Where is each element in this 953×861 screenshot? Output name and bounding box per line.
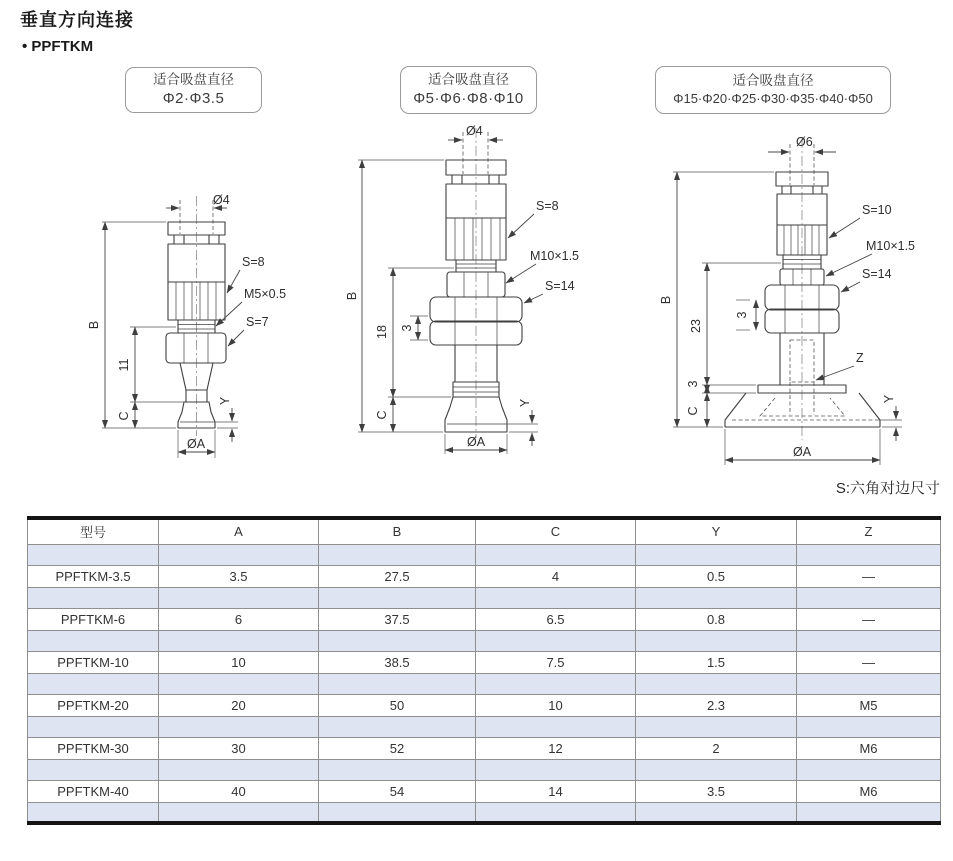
dim-a: ØA [466, 435, 486, 449]
spacer-row [28, 759, 941, 780]
value-cell-c: 6.5 [476, 608, 636, 630]
hex-dimension-note: S:六角对边尺寸 [835, 480, 940, 497]
value-cell-y: 1.5 [636, 651, 797, 673]
value-cell-z: — [797, 608, 941, 630]
table-header-row [28, 518, 941, 544]
dimension-labels [345, 124, 579, 449]
diameter-box-title: 适合吸盘直径 [732, 73, 814, 89]
value-cell-b: 54 [319, 780, 476, 802]
spacer-row [28, 716, 941, 737]
diameter-box-small [125, 67, 262, 113]
diameter-box-sizes: Φ2·Φ3.5 [162, 89, 225, 107]
dim-length: 18 [375, 325, 389, 339]
dim-hex-top: S=8 [536, 199, 559, 213]
header-y: Y [636, 518, 797, 544]
value-cell-b: 52 [319, 737, 476, 759]
fitting-outline [166, 200, 226, 428]
diagram-small-fitting [80, 190, 320, 470]
value-cell-z: M6 [797, 737, 941, 759]
diameter-box-title: 适合吸盘直径 [153, 71, 234, 87]
dim-nut-height: 3 [735, 311, 749, 319]
dim-thread: M10×1.5 [530, 249, 579, 263]
dim-plate: 3 [686, 380, 700, 388]
value-cell-y: 2.3 [636, 694, 797, 716]
header-model: 型号 [28, 518, 159, 544]
dimension-labels [659, 135, 915, 459]
dim-y: Y [882, 394, 896, 404]
value-cell-c: 12 [476, 737, 636, 759]
table-row [28, 565, 941, 587]
value-cell-a: 10 [159, 651, 319, 673]
value-cell-a: 40 [159, 780, 319, 802]
dim-hex-nut: S=14 [545, 279, 575, 293]
table-row [28, 651, 941, 673]
spacer-row [28, 630, 941, 651]
dim-thread: M5×0.5 [244, 287, 287, 301]
model-cell: PPFTKM-3.5 [28, 565, 159, 587]
dim-c: C [375, 410, 389, 420]
value-cell-a: 3.5 [159, 565, 319, 587]
dim-c: C [117, 411, 131, 421]
dim-hex-top: S=10 [862, 203, 892, 217]
dim-b: B [345, 291, 359, 301]
page-title: 垂直方向连接 [20, 10, 134, 30]
diagram-medium-fitting [340, 120, 610, 470]
value-cell-z: M6 [797, 780, 941, 802]
value-cell-c: 10 [476, 694, 636, 716]
header-b: B [319, 518, 476, 544]
value-cell-z: — [797, 565, 941, 587]
value-cell-z: — [797, 651, 941, 673]
dim-length: 23 [689, 319, 703, 333]
diameter-box-sizes: Φ5·Φ6·Φ8·Φ10 [413, 89, 524, 107]
diameter-box-medium [400, 66, 537, 114]
dim-top-diameter: Ø6 [796, 135, 813, 149]
value-cell-b: 38.5 [319, 651, 476, 673]
value-cell-y: 2 [636, 737, 797, 759]
header-c: C [476, 518, 636, 544]
dim-top-diameter: Ø4 [466, 124, 483, 138]
table-row [28, 694, 941, 716]
dim-nut-height: 3 [400, 324, 414, 332]
value-cell-z: M5 [797, 694, 941, 716]
value-cell-b: 37.5 [319, 608, 476, 630]
model-cell: PPFTKM-30 [28, 737, 159, 759]
dim-y: Y [218, 396, 232, 406]
table-row [28, 737, 941, 759]
value-cell-y: 0.5 [636, 565, 797, 587]
dim-hex-top: S=8 [242, 255, 265, 269]
dim-thread: M10×1.5 [866, 239, 915, 253]
value-cell-a: 30 [159, 737, 319, 759]
dimension-table [27, 516, 941, 825]
table-row [28, 608, 941, 630]
dim-b: B [659, 295, 673, 305]
dim-hex-bottom: S=7 [246, 315, 269, 329]
dim-b: B [87, 320, 101, 330]
diameter-box-large [655, 66, 891, 114]
dim-a: ØA [792, 445, 812, 459]
dim-c: C [686, 406, 700, 416]
diameter-box-title: 适合吸盘直径 [428, 71, 509, 87]
series-label: • PPFTKM [22, 38, 94, 55]
value-cell-a: 20 [159, 694, 319, 716]
value-cell-b: 27.5 [319, 565, 476, 587]
table-row [28, 780, 941, 802]
model-cell: PPFTKM-40 [28, 780, 159, 802]
value-cell-c: 14 [476, 780, 636, 802]
fitting-outline [725, 144, 880, 427]
model-cell: PPFTKM-20 [28, 694, 159, 716]
header-z: Z [797, 518, 941, 544]
value-cell-c: 7.5 [476, 651, 636, 673]
model-cell: PPFTKM-6 [28, 608, 159, 630]
spacer-row [28, 802, 941, 823]
value-cell-y: 0.8 [636, 608, 797, 630]
header-a: A [159, 518, 319, 544]
diagram-large-fitting [650, 130, 950, 485]
dim-z: Z [856, 351, 864, 365]
value-cell-c: 4 [476, 565, 636, 587]
dim-y: Y [518, 398, 532, 408]
dim-hex-nut: S=14 [862, 267, 892, 281]
dimension-labels [87, 193, 286, 451]
spacer-row [28, 673, 941, 694]
dim-a: ØA [186, 437, 206, 451]
spacer-row [28, 544, 941, 565]
value-cell-b: 50 [319, 694, 476, 716]
value-cell-a: 6 [159, 608, 319, 630]
spacer-row [28, 587, 941, 608]
value-cell-y: 3.5 [636, 780, 797, 802]
dim-top-diameter: Ø4 [213, 193, 230, 207]
dim-length: 11 [117, 358, 131, 372]
diameter-box-sizes: Φ15·Φ20·Φ25·Φ30·Φ35·Φ40·Φ50 [673, 91, 873, 107]
model-cell: PPFTKM-10 [28, 651, 159, 673]
